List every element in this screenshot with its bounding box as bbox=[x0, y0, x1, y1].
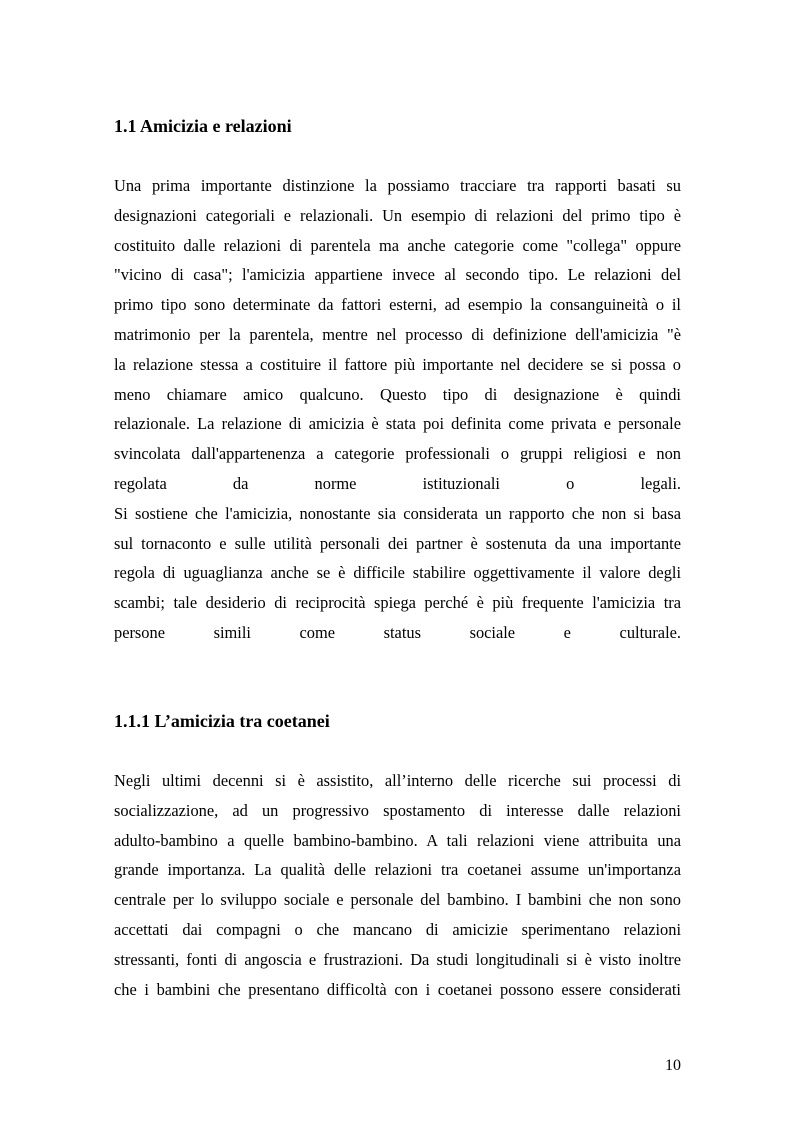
subsection-heading: 1.1.1 L’amicizia tra coetanei bbox=[114, 711, 330, 731]
text-line: Negli ultimi decenni si è assistito, all’interno delle ricerche sui processi di bbox=[114, 771, 681, 790]
page-number: 10 bbox=[665, 1057, 681, 1074]
text-line: scambi; tale desiderio di reciprocità spiega perché è più frequente l'amicizia tra bbox=[114, 593, 681, 613]
section-heading: 1.1 Amicizia e relazioni bbox=[114, 116, 292, 136]
text-line: costituito dalle relazioni di parentela ma anche categorie come "collega" oppure bbox=[114, 235, 681, 255]
text-line: Una prima importante distinzione la possiamo tracciare tra rapporti basati su bbox=[114, 176, 681, 195]
section-paragraph bbox=[114, 171, 681, 648]
text-line: persone simili come status sociale e culturale. bbox=[114, 622, 681, 642]
text-line: grande importanza. La qualità delle relazioni tra coetanei assume un'importanza bbox=[114, 860, 681, 880]
text-line: meno chiamare amico qualcuno. Questo tipo di designazione è quindi bbox=[114, 384, 681, 404]
text-line: centrale per lo sviluppo sociale e personale del bambino. I bambini che non sono bbox=[114, 890, 681, 910]
text-line: regola di uguaglianza anche se è difficile stabilire oggettivamente il valore degli bbox=[114, 563, 681, 583]
text-line: svincolata dall'appartenenza a categorie professionali o gruppi religiosi e non bbox=[114, 444, 681, 464]
text-line: relazionale. La relazione di amicizia è stata poi definita come privata e personale bbox=[114, 414, 681, 434]
text-line: "vicino di casa"; l'amicizia appartiene invece al secondo tipo. Le relazioni del bbox=[114, 265, 681, 285]
text-line: regolata da norme istituzionali o legali. bbox=[114, 473, 681, 493]
text-line: adulto-bambino a quelle bambino-bambino. A tali relazioni viene attribuita una bbox=[114, 830, 681, 850]
text-line: socializzazione, ad un progressivo spostamento di interesse dalle relazioni bbox=[114, 800, 681, 820]
subsection-paragraph bbox=[114, 766, 681, 1004]
text-line: sul tornaconto e sulle utilità personali dei partner è sostenuta da una importante bbox=[114, 533, 681, 553]
text-line: designazioni categoriali e relazionali. Un esempio di relazioni del primo tipo è bbox=[114, 205, 681, 225]
text-line: che i bambini che presentano difficoltà con i coetanei possono essere considerati bbox=[114, 979, 681, 999]
text-line: primo tipo sono determinate da fattori esterni, ad esempio la consanguineità o il bbox=[114, 295, 681, 315]
text-line: la relazione stessa a costituire il fattore più importante nel decidere se si possa o bbox=[114, 354, 681, 374]
text-line: matrimonio per la parentela, mentre nel processo di definizione dell'amicizia "è bbox=[114, 324, 681, 344]
text-line: stressanti, fonti di angoscia e frustrazioni. Da studi longitudinali si è visto inoltre bbox=[114, 949, 681, 969]
text-line: accettati dai compagni o che mancano di amicizie sperimentano relazioni bbox=[114, 919, 681, 939]
text-line: Si sostiene che l'amicizia, nonostante sia considerata un rapporto che non si basa bbox=[114, 503, 681, 523]
